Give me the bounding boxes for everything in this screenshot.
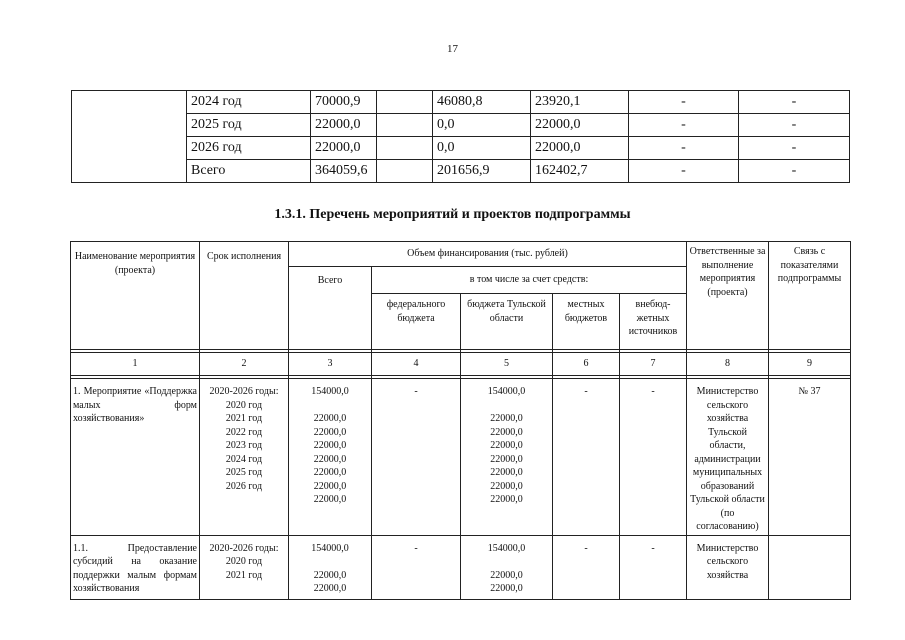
column-number: 3 — [289, 353, 372, 376]
regional-value: 154000,0 — [487, 542, 526, 554]
value-cell: 0,0 — [433, 114, 531, 137]
header-responsible: Ответственные за выполнение мероприятия (проекта) — [687, 242, 769, 350]
regional-value: 22000,0 — [490, 467, 523, 478]
activity-term — [200, 379, 289, 536]
total-value: 22000,0 — [313, 453, 347, 465]
total-value: 22000,0 — [313, 494, 347, 505]
activity-total — [289, 535, 372, 599]
year-text: 2025 год — [225, 467, 263, 478]
header-total: Всего — [289, 267, 372, 350]
column-number: 7 — [620, 353, 687, 376]
activity-regional — [461, 379, 553, 536]
total-value: 22000,0 — [313, 583, 347, 594]
activity-extra: - — [620, 535, 687, 599]
total-value: 22000,0 — [313, 467, 347, 478]
regional-value: 22000,0 — [490, 453, 523, 465]
column-number: 6 — [553, 353, 620, 376]
header-row — [71, 242, 851, 267]
period-text: 2020-2026 годы: — [209, 542, 279, 554]
column-number: 5 — [461, 353, 553, 376]
activity-responsible: Министерство сельского хозяйства — [687, 535, 769, 599]
regional-value: 22000,0 — [490, 426, 523, 438]
header-local: местных бюджетов — [553, 294, 620, 350]
activity-regional — [461, 535, 553, 599]
value-cell: 162402,7 — [531, 160, 629, 183]
activity-federal: - — [372, 535, 461, 599]
header-name: Наименование мероприятия (проекта) — [71, 242, 200, 350]
regional-value: 22000,0 — [490, 440, 523, 451]
year-cell: Всего — [187, 160, 311, 183]
column-number: 8 — [687, 353, 769, 376]
year-text: 2021 год — [225, 569, 263, 581]
activity-federal: - — [372, 379, 461, 536]
activity-extra: - — [620, 379, 687, 536]
value-cell: 22000,0 — [531, 137, 629, 160]
value-cell: 201656,9 — [433, 160, 531, 183]
value-cell: 0,0 — [433, 137, 531, 160]
column-number: 4 — [372, 353, 461, 376]
regional-value: 22000,0 — [490, 480, 523, 492]
year-text: 2020 год — [225, 556, 263, 567]
empty-cell — [72, 91, 187, 183]
section-title: 1.3.1. Перечень мероприятий и проектов подпрограммы — [274, 207, 631, 222]
year-text: 2024 год — [225, 453, 263, 465]
regional-value: 22000,0 — [490, 583, 523, 594]
value-cell: - — [739, 91, 850, 114]
table-row — [72, 91, 850, 114]
year-text: 2026 год — [225, 480, 263, 492]
header-federal: федерального бюджета — [372, 294, 461, 350]
activity-name: 1.1. Предоставление субсидий на оказание поддержки малым формам хозяйствования — [71, 535, 200, 599]
total-value: 154000,0 — [311, 386, 349, 397]
header-extra: внебюд-жетных источников — [620, 294, 687, 350]
regional-value: 154000,0 — [487, 386, 526, 397]
header-including: в том числе за счет средств: — [372, 267, 687, 294]
year-text: 2022 год — [225, 426, 263, 438]
year-text: 2021 год — [225, 413, 263, 424]
year-cell: 2024 год — [187, 91, 311, 114]
activity-local: - — [553, 535, 620, 599]
table-row — [72, 160, 850, 183]
total-cell: 22000,0 — [311, 137, 377, 160]
table-row — [71, 535, 851, 599]
total-value: 22000,0 — [313, 569, 347, 581]
table-row — [71, 379, 851, 536]
header-link: Связь с показателями подпрограммы — [769, 242, 851, 350]
value-cell: - — [629, 160, 739, 183]
header-regional: бюджета Тульской области — [461, 294, 553, 350]
top-financing-table — [71, 90, 850, 183]
table-row — [72, 137, 850, 160]
total-value: 22000,0 — [313, 413, 347, 424]
table-row — [72, 114, 850, 137]
empty-cell — [377, 91, 433, 114]
total-cell: 22000,0 — [311, 114, 377, 137]
column-number: 9 — [769, 353, 851, 376]
column-number: 1 — [71, 353, 200, 376]
header-term: Срок исполнения — [200, 242, 289, 350]
page-number: 17 — [447, 43, 458, 55]
column-number: 2 — [200, 353, 289, 376]
year-text: 2020 год — [225, 399, 263, 411]
total-value: 22000,0 — [313, 480, 347, 492]
total-cell: 70000,9 — [311, 91, 377, 114]
year-cell: 2026 год — [187, 137, 311, 160]
header-funding: Объем финансирования (тыс. рублей) — [289, 242, 687, 267]
value-cell: 22000,0 — [531, 114, 629, 137]
empty-cell — [377, 137, 433, 160]
value-cell: - — [739, 160, 850, 183]
value-cell: - — [629, 137, 739, 160]
column-numbers-row — [71, 353, 851, 376]
activity-total — [289, 379, 372, 536]
total-value: 22000,0 — [313, 426, 347, 438]
value-cell: 46080,8 — [433, 91, 531, 114]
activity-term — [200, 535, 289, 599]
year-cell: 2025 год — [187, 114, 311, 137]
regional-value: 22000,0 — [490, 569, 523, 581]
year-text: 2023 год — [225, 440, 263, 451]
empty-cell — [377, 160, 433, 183]
period-text: 2020-2026 годы: — [209, 386, 279, 397]
total-value: 154000,0 — [311, 542, 349, 554]
value-cell: - — [739, 137, 850, 160]
total-cell: 364059,6 — [311, 160, 377, 183]
regional-value: 22000,0 — [490, 413, 523, 424]
empty-cell — [377, 114, 433, 137]
regional-value: 22000,0 — [490, 494, 523, 505]
value-cell: - — [629, 114, 739, 137]
activity-link — [769, 535, 851, 599]
activity-name: 1. Мероприятие «Поддержка малых форм хозяйствования» — [71, 379, 200, 536]
activity-local: - — [553, 379, 620, 536]
activity-responsible: Министерство сельского хозяйства Тульской области, администрации муниципальных образований Тульской области (по согласованию) — [687, 379, 769, 536]
value-cell: - — [739, 114, 850, 137]
activity-link: № 37 — [769, 379, 851, 536]
value-cell: 23920,1 — [531, 91, 629, 114]
total-value: 22000,0 — [313, 440, 347, 451]
activities-table — [70, 241, 851, 600]
value-cell: - — [629, 91, 739, 114]
